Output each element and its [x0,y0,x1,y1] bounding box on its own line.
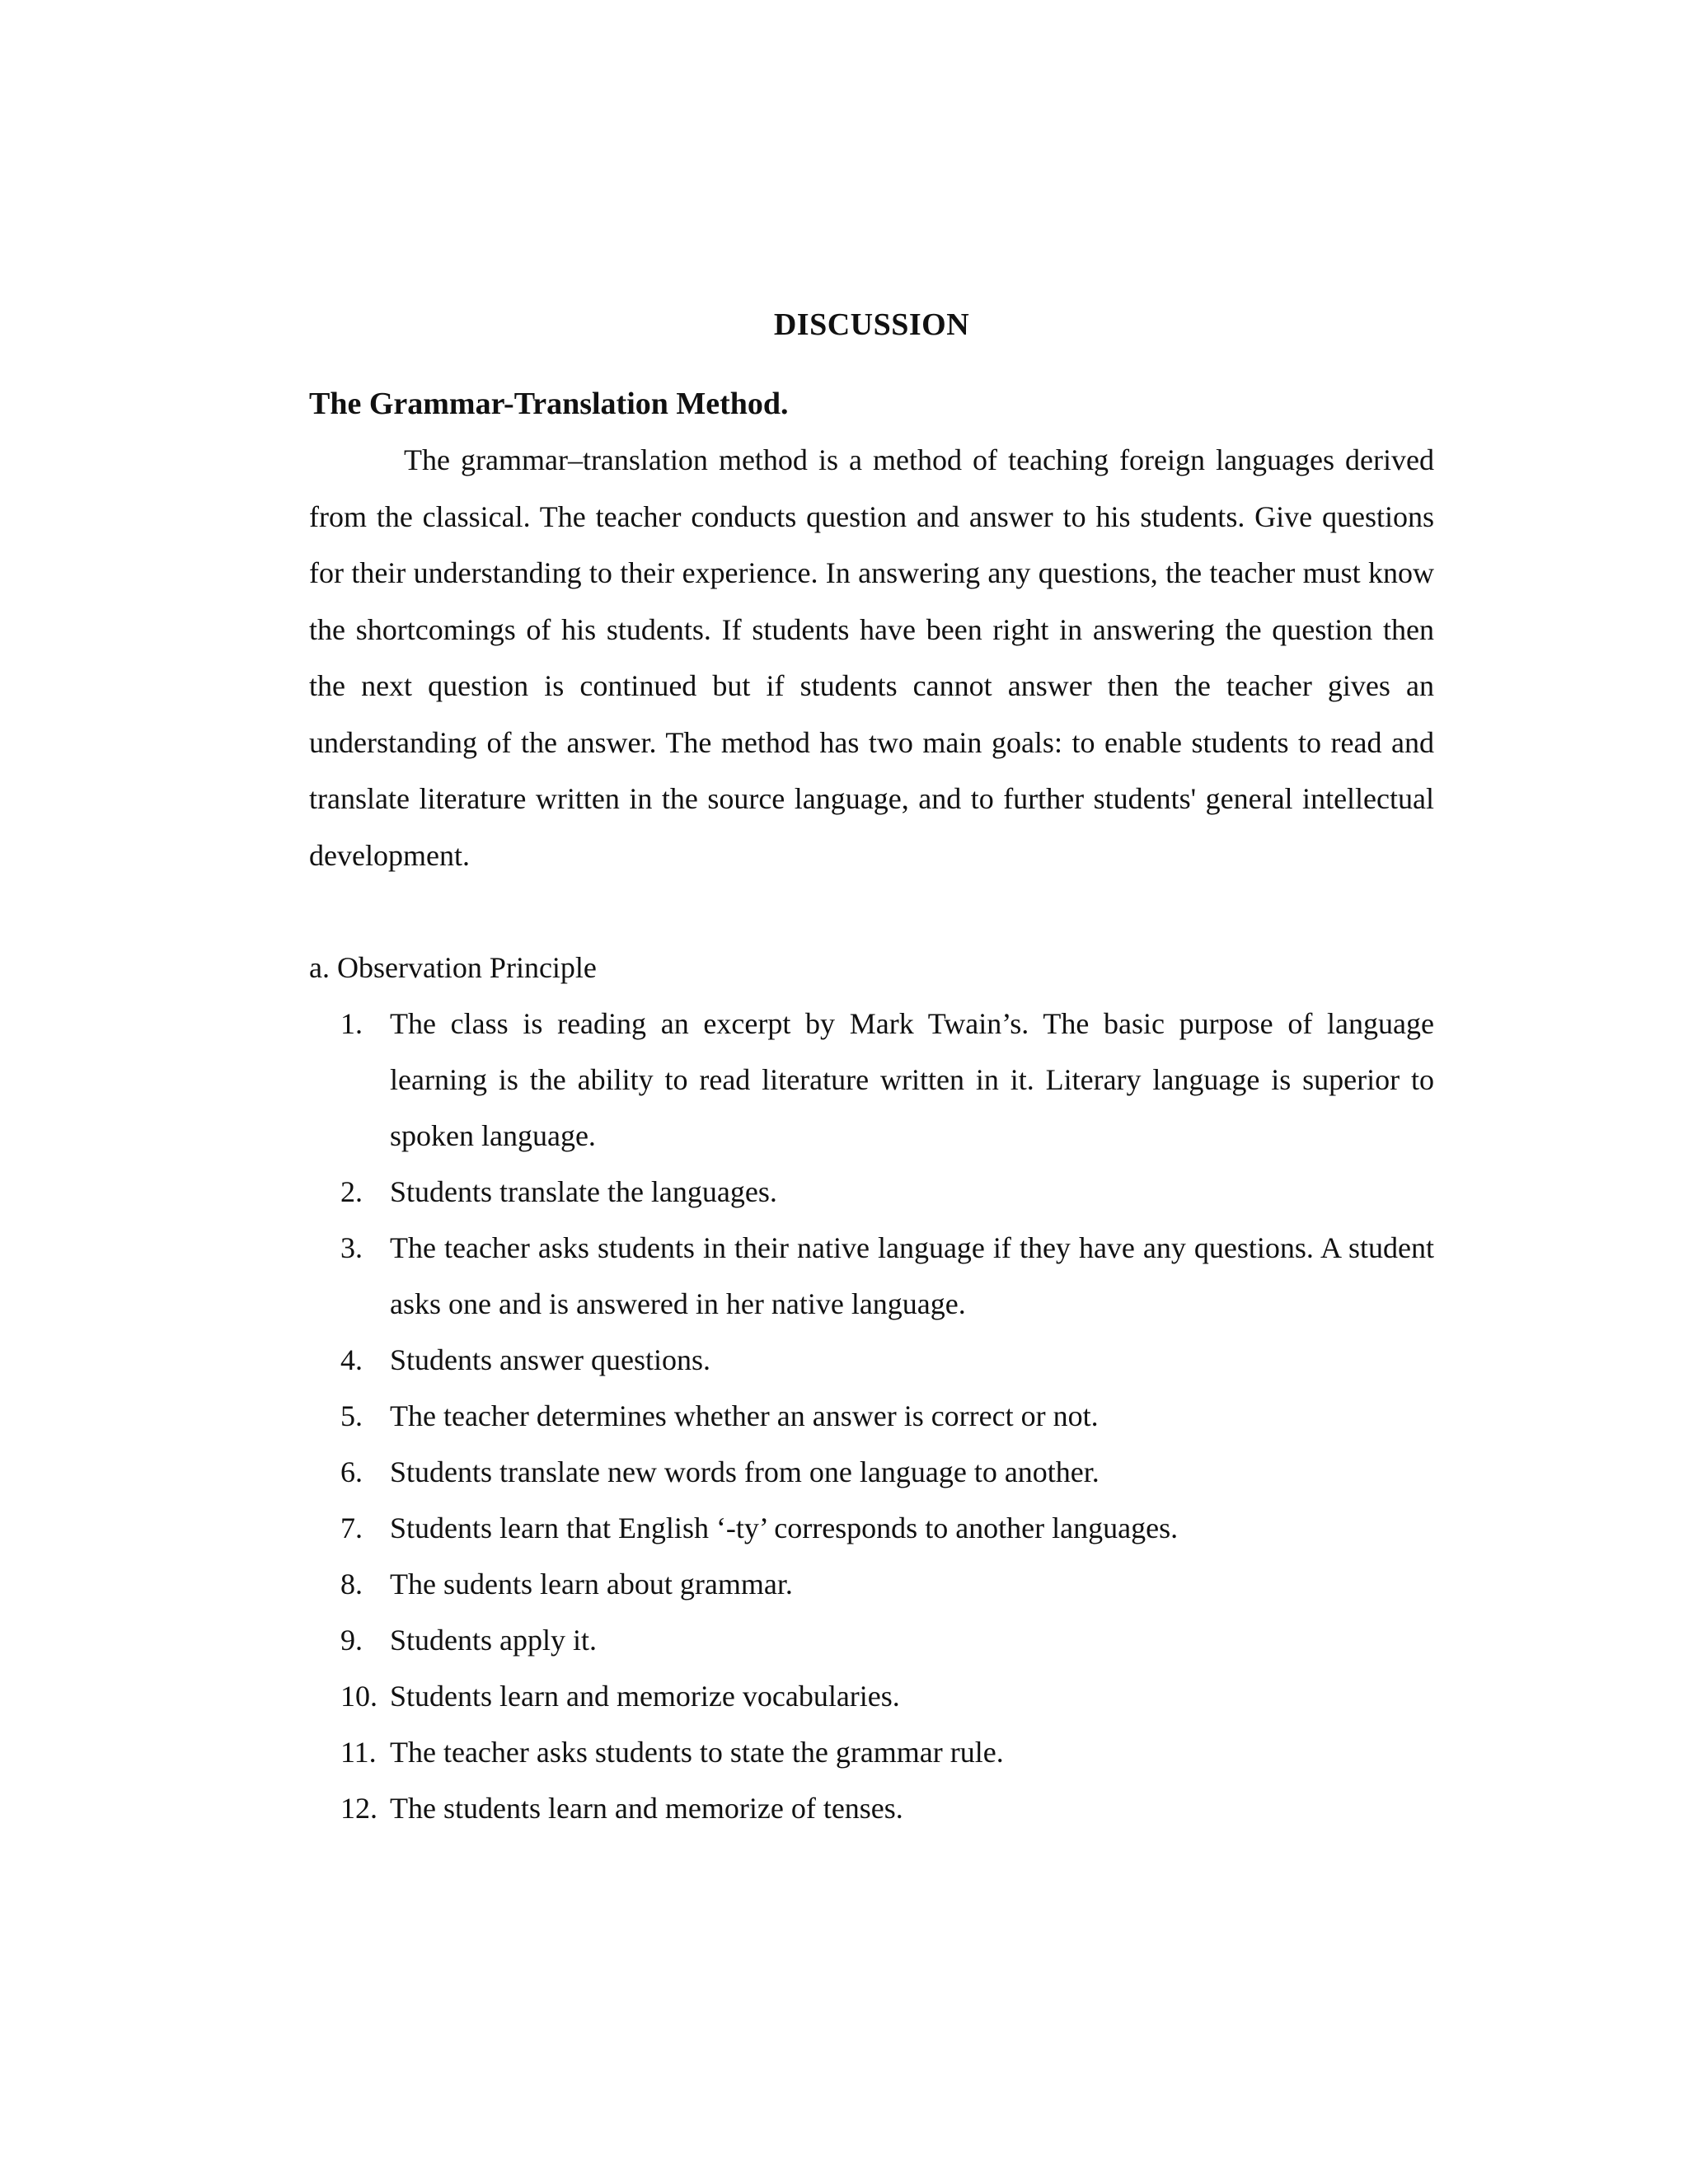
list-number: 4. [340,1343,363,1376]
list-item-text: Students answer questions. [390,1343,710,1376]
list-item [309,1668,1434,1724]
list-item-text: The teacher asks students to state the grammar rule. [390,1736,1004,1769]
list-item [309,1724,1434,1780]
list-number: 9. [340,1624,363,1657]
list-number: 10. [340,1680,377,1713]
list-number: 7. [340,1511,363,1544]
list-item-text: Students translate new words from one language to another. [390,1455,1100,1488]
observation-steps-list [309,996,1434,1836]
list-item-text: Students learn that English ‘-ty’ corresponds to another languages. [390,1511,1179,1544]
list-item-text: The teacher determines whether an answer is correct or not. [390,1399,1099,1432]
list-item [309,1332,1434,1388]
list-item [309,1780,1434,1836]
list-number: 3. [340,1231,363,1264]
list-number: 5. [340,1399,363,1432]
list-item-text: Students translate the languages. [390,1175,777,1208]
list-item [309,1612,1434,1668]
body-paragraph: The grammar–translation method is a method of teaching foreign languages derived from the classical. The teacher conducts question and answer to his students. Give questions for their understanding to their experience. In answering any questions, the teacher must know the shortcomings of his students. If students have been right in answering the question then the next question is continued but if students cannot answer then the teacher gives an understanding of the answer. The method has two main goals: to enable students to read and translate literature written in the source language, and to further students' general intellectual development. [309,443,1434,872]
observation-principle-label: a. Observation Principle [309,951,597,984]
list-number: 11. [340,1736,377,1769]
list-item-text: Students apply it. [390,1624,597,1657]
list-item [309,1444,1434,1500]
list-item [309,1164,1434,1220]
list-item [309,996,1434,1164]
page-content [309,297,1434,1836]
list-item [309,1220,1434,1332]
list-item [309,1500,1434,1556]
list-item-text: The teacher asks students in their native language if they have any questions. A student asks one and is answered in her native language. [390,1231,1434,1320]
section-title: The Grammar-Translation Method. [309,387,789,421]
list-item [309,1556,1434,1612]
list-item-text: The students learn and memorize of tenses. [390,1792,903,1825]
page-heading: DISCUSSION [773,307,970,342]
list-number: 2. [340,1175,363,1208]
list-item-text: Students learn and memorize vocabularies. [390,1680,900,1713]
list-number: 12. [340,1792,377,1825]
list-number: 8. [340,1568,363,1601]
list-number: 6. [340,1455,363,1488]
list-number: 1. [340,1007,363,1040]
list-item-text: The class is reading an excerpt by Mark Twain’s. The basic purpose of language learning is the ability to read literature written in it. Literary language is superior to spoken language. [390,1007,1434,1152]
list-item [309,1388,1434,1444]
list-item-text: The sudents learn about grammar. [390,1568,793,1601]
